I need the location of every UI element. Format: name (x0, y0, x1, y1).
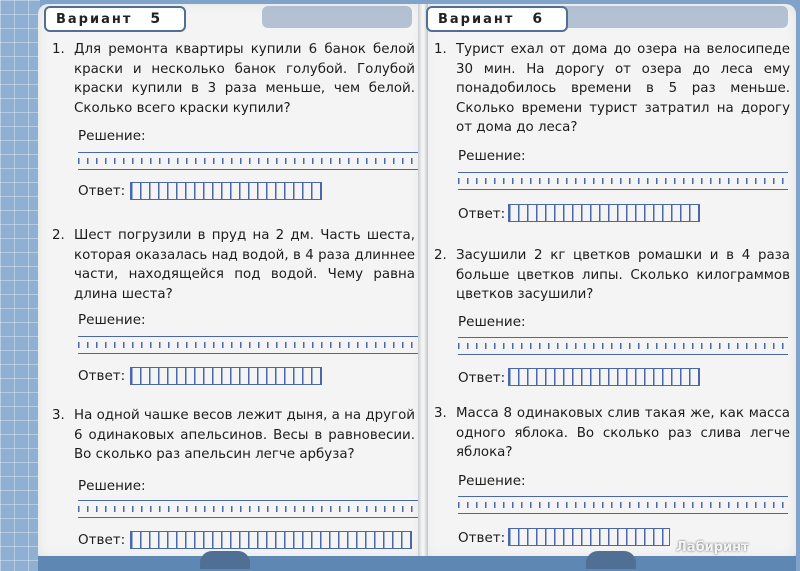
v5-task-1-text: Для ремонта квартиры купили 6 банок белой краски и несколько банок голубой. Голубой краски купили в 3 раза меньше, чем белой. Сколько всего краски купили? (74, 42, 415, 116)
v5-task-2 (52, 226, 415, 304)
v5-task-2-solution-ruler[interactable] (78, 336, 418, 354)
v5-task-3-text: На одной чашке весов лежит дыня, а на другой 6 одинаковых апельсинов. Весы в равновесии. Во сколько раз апельсин легче арбуза? (74, 408, 415, 462)
v5-task-1-answer-box[interactable] (130, 182, 322, 200)
variant-5-tab (44, 6, 186, 32)
ghost-tab-right (548, 6, 788, 28)
v5-task-2-number: 2. (52, 228, 65, 243)
v5-task-1 (52, 40, 415, 118)
v5-task-3-answer-box[interactable] (130, 531, 412, 549)
v5-task-1-solution-ruler[interactable] (78, 152, 418, 170)
v6-task-2-answer-label: Ответ: (458, 370, 506, 386)
ghost-tab-left (262, 6, 412, 28)
v6-task-1-answer-label: Ответ: (458, 206, 506, 222)
v5-task-2-solution-label: Решение: (78, 312, 146, 328)
v5-task-2-answer-box[interactable] (130, 367, 322, 385)
right-page-number-tab (586, 551, 636, 569)
grid-paper-edge (0, 0, 40, 571)
variant-6-tab (426, 6, 568, 32)
v6-task-3 (434, 404, 790, 463)
variant-5-label: Вариант (56, 12, 133, 27)
variant-6-number: 6 (532, 11, 545, 27)
v5-task-1-number: 1. (52, 42, 65, 57)
v5-task-3 (52, 406, 415, 465)
v5-task-3-answer-label: Ответ: (78, 532, 126, 548)
v5-task-1-solution-label: Решение: (78, 128, 146, 144)
v6-task-1-solution-ruler[interactable] (458, 172, 788, 190)
v6-task-1 (434, 40, 790, 138)
v5-task-3-number: 3. (52, 408, 65, 423)
v6-task-2-solution-ruler[interactable] (458, 337, 788, 355)
v6-task-3-solution-label: Решение: (458, 473, 526, 489)
v5-task-3-solution-label: Решение: (78, 478, 146, 494)
v6-task-1-number: 1. (434, 42, 447, 57)
v5-task-2-answer-label: Ответ: (78, 368, 126, 384)
v6-task-2-answer-box[interactable] (508, 368, 700, 386)
v6-task-2 (434, 246, 790, 305)
v6-task-1-solution-label: Решение: (458, 148, 526, 164)
variant-6-label: Вариант (438, 12, 515, 27)
v6-task-3-text: Масса 8 одинаковых слив такая же, как масса одного яблока. Во сколько раз слива легче яблока? (456, 406, 790, 460)
v6-task-1-answer-box[interactable] (508, 204, 700, 222)
v6-task-3-solution-ruler[interactable] (458, 496, 788, 514)
v6-task-3-answer-box[interactable] (508, 528, 670, 546)
v6-task-3-number: 3. (434, 406, 447, 421)
v6-task-2-text: Засушили 2 кг цветков ромашки и в 4 раза больше цветков липы. Сколько килограммов цветков засушили? (456, 248, 790, 302)
v6-task-2-solution-label: Решение: (458, 314, 526, 330)
v5-task-2-text: Шест погрузили в пруд на 2 дм. Часть шеста, которая оказалась над водой, в 4 раза длиннее части, находящейся под водой. Чему равна длина шеста? (74, 228, 415, 302)
left-page-number-tab (200, 551, 250, 569)
v5-task-3-solution-ruler[interactable] (78, 500, 418, 518)
book-spine (418, 4, 428, 558)
variant-5-number: 5 (150, 11, 163, 27)
v6-task-3-answer-label: Ответ: (458, 530, 506, 546)
v5-task-1-answer-label: Ответ: (78, 183, 126, 199)
v6-task-1-text: Турист ехал от дома до озера на велосипеде 30 мин. На дорогу от озера до леса ему понадобилось времени в 5 раз меньше. Сколько времени турист затратил на дорогу от дома до леса? (456, 42, 790, 135)
bottom-strip (38, 556, 796, 571)
v6-task-2-number: 2. (434, 248, 447, 263)
watermark: Лабиринт (676, 540, 749, 555)
